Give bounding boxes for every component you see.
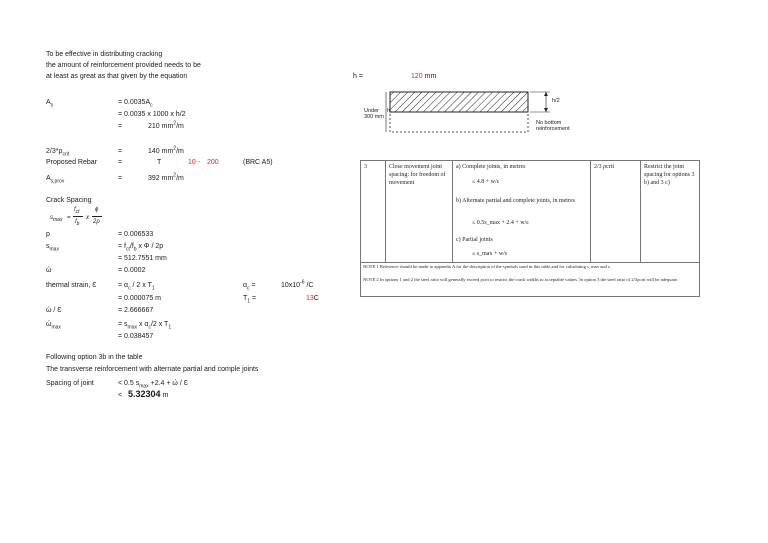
intro-line-1: To be effective in distributing cracking <box>46 51 163 58</box>
h-label: h = <box>353 73 363 80</box>
table-b-title: b) Alternate partial and complete joints, in metres <box>456 198 575 204</box>
table-a-formula: ≤ 4.8 + w/ε <box>472 179 500 185</box>
unhatched-bottom-half <box>390 112 528 132</box>
rebar-label: Proposed Rebar <box>46 159 97 166</box>
table-c-title: c) Partial joints <box>456 237 493 243</box>
table-row-number: 3 <box>364 164 367 170</box>
alpha-value: $10x10^{-6}$ /C <box>281 279 314 289</box>
t1-unit: C <box>313 295 319 302</box>
alpha-label: $\alpha_c$ = <box>243 282 256 292</box>
crack-formula <box>50 207 110 229</box>
asprov-eq: = <box>118 175 123 182</box>
table-note-2: NOTE 2 In options 1 and 2 the steel ratio will generally exceed ρcrit to restrict the crack widths to acceptable values. In option 3 the steel ratio of 2/3ρcrit will be adequate. <box>363 277 679 282</box>
result-value: 5.32304 <box>127 389 161 399</box>
p-value: = 0.006533 <box>118 231 154 238</box>
asprov-label: $A_{s,prov}$ <box>46 175 65 185</box>
no-bottom-note: No bottom reinforcement <box>536 120 570 132</box>
formula-fct: $f_{ct}$ <box>74 207 80 216</box>
rho-eq: = <box>118 148 123 155</box>
strain-eq: = $\alpha_c / 2$ x $T_1$ <box>118 282 155 292</box>
spacing-result <box>118 390 168 400</box>
table-c-formula: ≤ s_max + w/ε <box>472 251 508 257</box>
as-eq-3-sign: = <box>118 123 123 130</box>
rebar-spacing: 200 <box>207 159 219 166</box>
rebar-bar: T <box>157 159 162 166</box>
h-mark: h <box>387 108 391 114</box>
as-eq-2: = 0.0035 x 1000 x h/2 <box>118 111 186 118</box>
h-value: 120 <box>411 73 423 80</box>
under-label: Under 300 mm <box>364 108 384 120</box>
as-eq-3-value: 210 $mm^2/m$ <box>148 120 184 130</box>
hatched-top-half <box>390 92 528 112</box>
formula-smax: $s_{max}$ <box>50 215 63 224</box>
table-a-title: a) Complete joints, in metres <box>456 164 526 170</box>
wmax-value: = 0.038457 <box>118 333 154 340</box>
formula-two-rho: 2ρ <box>93 219 100 225</box>
as-label: $A_s$ <box>46 99 54 109</box>
asprov-value: 392 $mm^2/m$ <box>148 172 184 182</box>
we-label: ώ / Ɛ <box>46 307 62 314</box>
table-b-formula: ≤ 0.5s_max + 2.4 + w/ε <box>472 220 529 226</box>
as-eq-1: = $0.0035A_c$ <box>118 99 153 109</box>
table-col3-text: 2/3 ρcrit <box>594 164 615 170</box>
t1-value-row <box>306 294 319 303</box>
h-unit: mm <box>424 73 437 80</box>
rho-label: $2/3*\rho_{crit}$ <box>46 148 70 158</box>
wmax-eq: = $s_{max}$ x $\alpha_c/2$ x $T_1$ <box>118 321 172 331</box>
result-unit: m <box>162 392 169 399</box>
rho-value: 140 $mm^2/m$ <box>148 145 184 155</box>
formula-times: x <box>86 215 89 221</box>
strain-label: thermal strain, Ɛ <box>46 282 97 289</box>
we-value: = 2.666667 <box>118 307 154 314</box>
rebar-ref: (BRC A5) <box>243 159 273 166</box>
smax-value: = 512.7551 mm <box>118 255 167 262</box>
p-label: p <box>46 231 50 238</box>
table-col4-text: Restrict the joint spacing for options 3 b) and 3 c) <box>644 164 695 186</box>
table-col1-text: Close movement joint spacing: for freedom of movement <box>389 164 446 186</box>
rebar-size: 10 - <box>188 159 201 166</box>
crack-spacing-title: Crack Spacing <box>46 197 92 204</box>
rebar-eq: = <box>118 159 123 166</box>
option-line-2: The transverse reinforcement with alternate partial and comple joints <box>46 366 259 373</box>
w-label: ώ <box>46 267 52 274</box>
table-note-1: NOTE 1 Reference should be made to appendix A for the description of the symbols used in this table and for calculating s_max and ε. <box>363 264 612 269</box>
option-line-1: Following option 3b in the table <box>46 354 143 361</box>
smax-eq: = $f_{ct}/f_b$ x Φ / 2p <box>118 243 164 253</box>
joint-spacing-table <box>360 160 700 297</box>
smax-label: $s_{max}$ <box>46 243 59 253</box>
slab-section-figure <box>360 90 586 138</box>
wmax-label: $ώ_{max}$ <box>46 321 61 331</box>
formula-eq: = <box>67 215 71 221</box>
intro-line-3: at least as great as that given by the equation <box>46 73 188 80</box>
spacing-label: Spacing of joint <box>46 380 94 387</box>
t1-value: 13 <box>306 295 314 302</box>
formula-fb: $f_b$ <box>75 219 80 228</box>
h-value-row <box>411 72 436 81</box>
formula-phi: ϕ <box>95 207 99 213</box>
formula-frac-line-1 <box>73 216 83 217</box>
t1-label: $T_1$ = <box>243 295 257 305</box>
w-value: = 0.0002 <box>118 267 146 274</box>
formula-frac-line-2 <box>92 216 102 217</box>
result-lt: < <box>118 392 123 399</box>
spacing-eq: < 0.5 $s_{max} +2.4 + ώ$ / Ɛ <box>118 380 188 390</box>
intro-line-2: the amount of reinforcement provided needs to be <box>46 62 201 69</box>
half-h-mark: h/2 <box>552 98 560 104</box>
strain-value: = 0.000075 m <box>118 295 162 302</box>
